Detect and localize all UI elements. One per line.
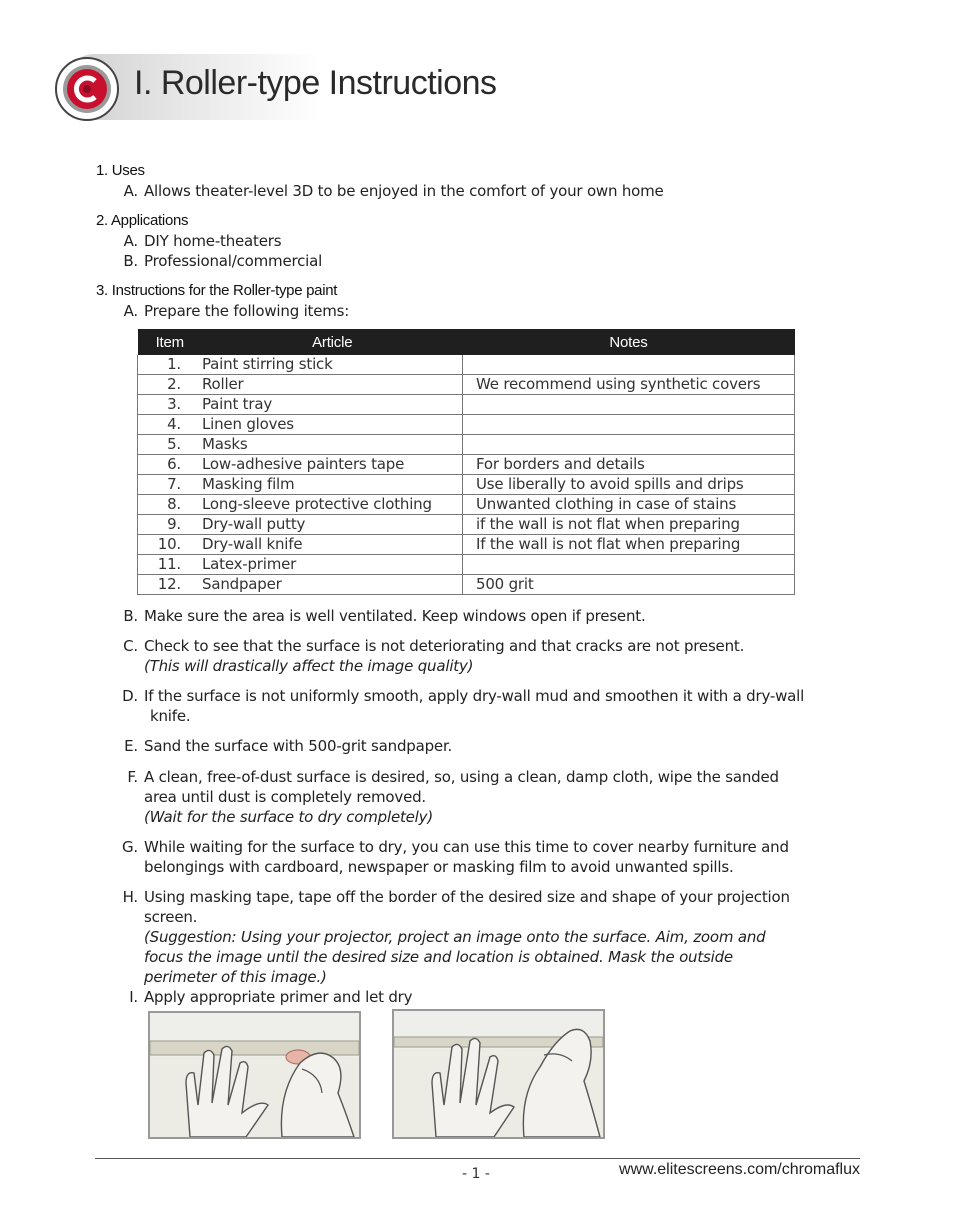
- cell-article: Paint tray: [202, 395, 463, 415]
- step-b: B. Make sure the area is well ventilated. Keep windows open if present.: [123, 607, 646, 625]
- table-row: [138, 495, 795, 515]
- step-g: G. While waiting for the surface to dry, you can use this time to cover nearby furniture and: [122, 838, 789, 856]
- cell-notes: if the wall is not flat when preparing: [463, 515, 795, 535]
- table-row: [138, 455, 795, 475]
- table-row: [138, 355, 795, 375]
- cell-article: Masks: [202, 435, 463, 455]
- section-title-uses: 1. Uses: [96, 162, 145, 179]
- items-table: [137, 329, 795, 595]
- cell-item: 2.: [138, 375, 203, 395]
- table-row: [138, 415, 795, 435]
- cell-notes: [463, 355, 795, 375]
- step-e: E. Sand the surface with 500-grit sandpaper.: [124, 737, 453, 755]
- step-g-cont: belongings with cardboard, newspaper or masking film to avoid unwanted spills.: [144, 858, 734, 876]
- cell-notes: [463, 435, 795, 455]
- brand-logo-icon: [54, 56, 120, 122]
- cell-item: 7.: [138, 475, 203, 495]
- cell-item: 4.: [138, 415, 203, 435]
- footer-url: www.elitescreens.com/chromaflux: [619, 1161, 860, 1178]
- step-f: F. A clean, free-of-dust surface is desired, so, using a clean, damp cloth, wipe the sanded: [127, 768, 779, 786]
- table-row: [138, 375, 795, 395]
- cell-notes: [463, 415, 795, 435]
- step-a: A. Prepare the following items:: [123, 302, 350, 320]
- cell-item: 5.: [138, 435, 203, 455]
- cell-article: Latex-primer: [202, 555, 463, 575]
- step-h-cont: screen.: [144, 908, 198, 926]
- table-row: [138, 535, 795, 555]
- cell-notes: 500 grit: [463, 575, 795, 595]
- step-f-note: (Wait for the surface to dry completely): [144, 808, 433, 826]
- cell-notes: If the wall is not flat when preparing: [463, 535, 795, 555]
- cell-article: Dry-wall knife: [202, 535, 463, 555]
- cell-item: 9.: [138, 515, 203, 535]
- hands-taping-illustration-icon: [394, 1011, 603, 1137]
- cell-article: Long-sleeve protective clothing: [202, 495, 463, 515]
- cell-article: Paint stirring stick: [202, 355, 463, 375]
- cell-item: 6.: [138, 455, 203, 475]
- list-item: B. Professional/commercial: [123, 252, 323, 270]
- cell-article: Low-adhesive painters tape: [202, 455, 463, 475]
- cell-notes: Use liberally to avoid spills and drips: [463, 475, 795, 495]
- cell-article: Sandpaper: [202, 575, 463, 595]
- step-h-note-2: focus the image until the desired size and location is obtained. Mask the outside: [144, 948, 733, 966]
- taping-photo-1: [148, 1011, 361, 1139]
- cell-article: Dry-wall putty: [202, 515, 463, 535]
- step-d-cont: knife.: [150, 707, 191, 725]
- step-c-note: (This will drastically affect the image quality): [144, 657, 474, 675]
- taping-photo-2: [392, 1009, 605, 1139]
- cell-notes: For borders and details: [463, 455, 795, 475]
- cell-item: 10.: [138, 535, 203, 555]
- table-row: [138, 435, 795, 455]
- step-d: D. If the surface is not uniformly smooth, apply dry-wall mud and smoothen it with a dry-wall: [122, 687, 805, 705]
- page-title: I. Roller-type Instructions: [134, 64, 497, 102]
- table-row: [138, 515, 795, 535]
- step-c: C. Check to see that the surface is not deteriorating and that cracks are not present.: [123, 637, 745, 655]
- list-item: A. Allows theater-level 3D to be enjoyed in the comfort of your own home: [123, 182, 664, 200]
- column-header-notes: Notes: [463, 329, 795, 355]
- cell-article: Linen gloves: [202, 415, 463, 435]
- table-row: [138, 475, 795, 495]
- cell-notes: We recommend using synthetic covers: [463, 375, 795, 395]
- cell-notes: [463, 395, 795, 415]
- cell-item: 8.: [138, 495, 203, 515]
- cell-notes: [463, 555, 795, 575]
- hands-taping-illustration-icon: [150, 1013, 359, 1137]
- page-number: - 1 -: [462, 1166, 490, 1182]
- step-h-note-1: (Suggestion: Using your projector, project an image onto the surface. Aim, zoom and: [144, 928, 766, 946]
- section-title-instructions: 3. Instructions for the Roller-type paint: [96, 282, 338, 299]
- section-title-applications: 2. Applications: [96, 212, 189, 229]
- step-i: I. Apply appropriate primer and let dry: [129, 988, 413, 1006]
- cell-article: Roller: [202, 375, 463, 395]
- footer-rule: [95, 1158, 860, 1159]
- cell-article: Masking film: [202, 475, 463, 495]
- cell-item: 12.: [138, 575, 203, 595]
- column-header-article: Article: [202, 329, 463, 355]
- cell-item: 1.: [138, 355, 203, 375]
- step-h: H. Using masking tape, tape off the border of the desired size and shape of your projection: [122, 888, 790, 906]
- list-item: A. DIY home-theaters: [123, 232, 282, 250]
- table-row: [138, 575, 795, 595]
- column-header-item: Item: [138, 329, 203, 355]
- step-f-cont: area until dust is completely removed.: [144, 788, 426, 806]
- table-row: [138, 555, 795, 575]
- cell-item: 3.: [138, 395, 203, 415]
- cell-notes: Unwanted clothing in case of stains: [463, 495, 795, 515]
- step-h-note-3: perimeter of this image.): [144, 968, 327, 986]
- table-header-row: [138, 329, 795, 355]
- cell-item: 11.: [138, 555, 203, 575]
- table-row: [138, 395, 795, 415]
